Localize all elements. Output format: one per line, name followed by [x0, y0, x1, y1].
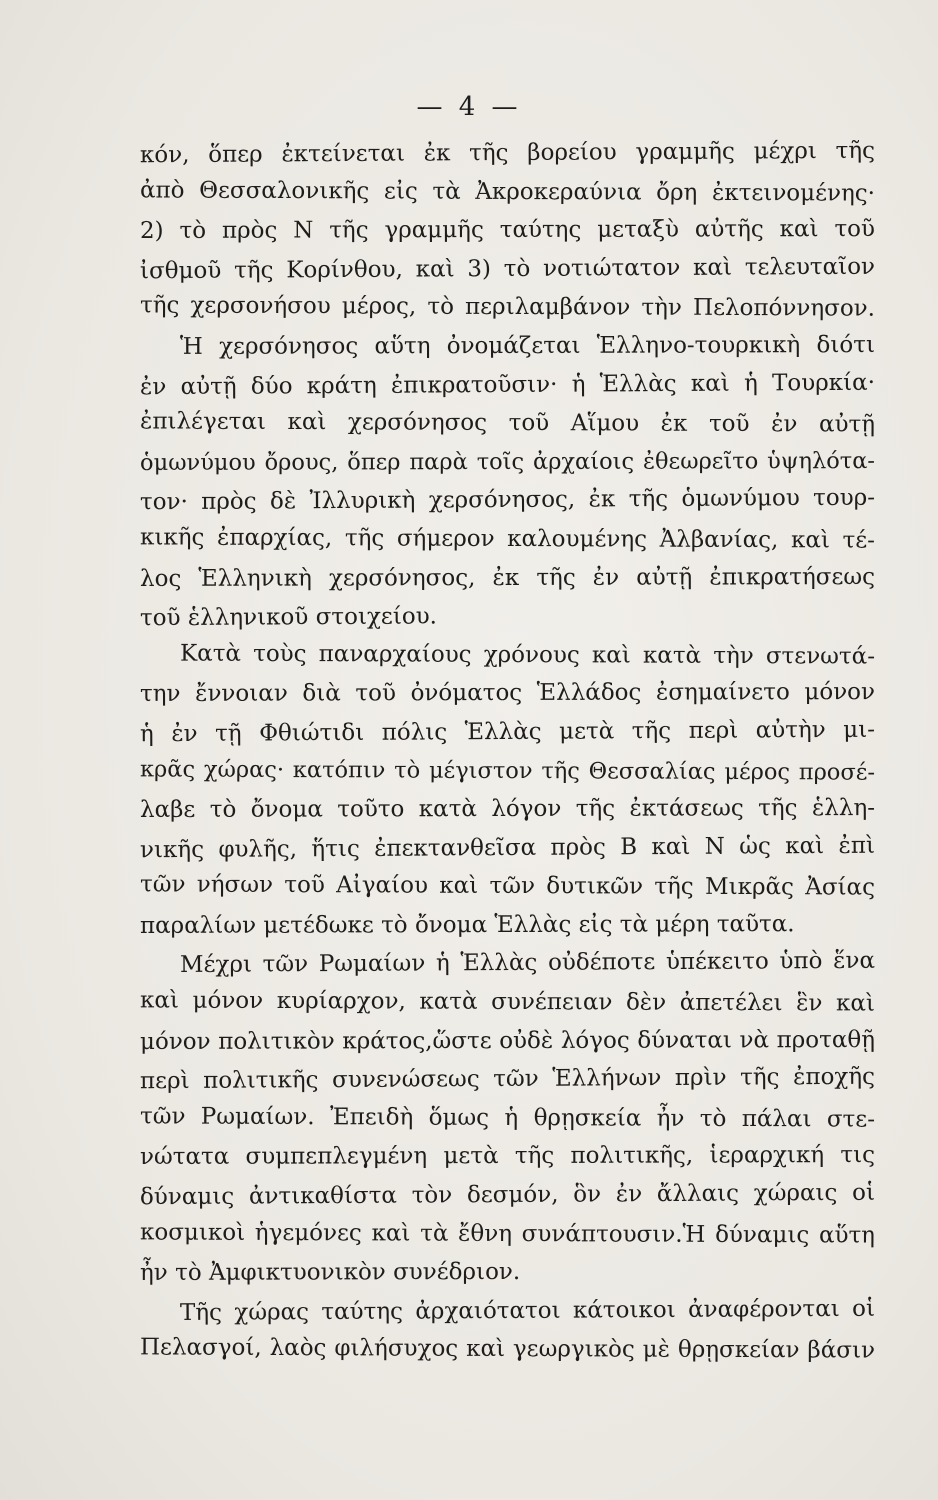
text-line: λαβε τὸ ὄνομα τοῦτο κατὰ λόγον τῆς ἐκτάσεως τῆς ἑλλη- [139, 795, 876, 824]
text-line: τῆς χερσονήσου μέρος, τὸ περιλαμβάνον τὴν Πελοπόννησον. [139, 292, 876, 322]
text-line: καὶ μόνον κυρίαρχον, κατὰ συνέπειαν δὲν ἀπετέλει ἓν καὶ [139, 987, 876, 1017]
text-line: την ἔννοιαν διὰ τοῦ ὀνόματος Ἑλλάδος ἐσημαίνετο μόνον [139, 679, 876, 708]
text-line: περὶ πολιτικῆς συνενώσεως τῶν Ἑλλήνων πρὶν τῆς ἐποχῆς [139, 1064, 876, 1095]
text-line: δύναμις ἀντικαθίστα τὸν δεσμόν, ὃν ἐν ἄλλαις χώραις οἱ [139, 1179, 876, 1211]
text-line: κόν, ὅπερ ἐκτείνεται ἐκ τῆς βορείου γραμμῆς μέχρι τῆς [139, 137, 876, 169]
text-line: τον· πρὸς δὲ Ἰλλυρικὴ χερσόνησος, ἐκ τῆς ὁμωνύμου τουρ- [139, 485, 876, 516]
text-line: κρᾶς χώρας· κατόπιν τὸ μέγιστον τῆς Θεσσαλίας μέρος προσέ- [139, 755, 876, 786]
text-line: Ἡ χερσόνησος αὕτη ὀνομάζεται Ἑλληνο-τουρκικὴ διότι [179, 332, 876, 360]
text-line: τῶν νήσων τοῦ Αἰγαίου καὶ τῶν δυτικῶν τῆς Μικρᾶς Ἀσίας [139, 871, 876, 901]
text-line: τοῦ ἑλληνικοῦ στοιχείου. [139, 603, 438, 632]
text-line: Μέχρι τῶν Ρωμαίων ἡ Ἑλλὰς οὐδέποτε ὑπέκειτο ὑπὸ ἕνα [179, 948, 876, 979]
text-line: Τῆς χώρας ταύτης ἀρχαιότατοι κάτοικοι ἀναφέρονται οἱ [179, 1295, 876, 1326]
page-number: — 4 — [416, 92, 522, 122]
text-line: τῶν Ρωμαίων. Ἐπειδὴ ὅμως ἡ θρῃσκεία ἦν τὸ πάλαι στε- [139, 1103, 876, 1133]
text-line: ἰσθμοῦ τῆς Κορίνθου, καὶ 3) τὸ νοτιώτατον καὶ τελευταῖον [139, 253, 876, 285]
text-line: νικῆς φυλῆς, ἥτις ἐπεκτανθεῖσα πρὸς Β καὶ Ν ὡς καὶ ἐπὶ [139, 832, 876, 863]
text-line: ἐν αὐτῇ δύο κράτη ἐπικρατοῦσιν· ἡ Ἑλλὰς καὶ ἡ Τουρκία· [139, 369, 876, 400]
text-line: ἀπὸ Θεσσαλονικῆς εἰς τὰ Ἀκροκεραύνια ὄρη ἐκτεινομένης· [139, 176, 876, 207]
text-line: κικῆς ἐπαρχίας, τῆς σήμερον καλουμένης Ἀλβανίας, καὶ τέ- [139, 524, 876, 554]
text-line: ἡ ἐν τῇ Φθιώτιδι πόλις Ἑλλὰς μετὰ τῆς περὶ αὐτὴν μι- [139, 716, 876, 748]
text-line: Κατὰ τοὺς παναρχαίους χρόνους καὶ κατὰ τὴν στενωτά- [179, 640, 876, 670]
text-line: ἐπιλέγεται καὶ χερσόνησος τοῦ Αἵμου ἐκ τοῦ ἐν αὐτῇ [139, 408, 876, 438]
body-text [140, 134, 875, 1369]
text-line: ὁμωνύμου ὄρους, ὅπερ παρὰ τοῖς ἀρχαίοις ἐθεωρεῖτο ὑψηλότα- [139, 447, 876, 476]
text-line: νώτατα συμπεπλεγμένη μετὰ τῆς πολιτικῆς, ἱεραρχική τις [139, 1142, 876, 1171]
text-line: Πελασγοί, λαὸς φιλήσυχος καὶ γεωργικὸς μὲ θρῃσκείαν βάσιν [139, 1334, 876, 1365]
text-line: κοσμικοὶ ἡγεμόνες καὶ τὰ ἔθνη συνάπτουσιν.Ἡ δύναμις αὕτη [139, 1219, 876, 1249]
text-line: λος Ἑλληνικὴ χερσόνησος, ἐκ τῆς ἐν αὐτῇ ἐπικρατήσεως [139, 563, 876, 592]
text-line: 2) τὸ πρὸς Ν τῆς γραμμῆς ταύτης μεταξὺ αὐτῆς καὶ τοῦ [139, 216, 876, 245]
text-line: μόνον πολιτικὸν κράτος,ὥστε οὐδὲ λόγος δύναται νὰ προταθῇ [139, 1026, 876, 1055]
text-line: ἦν τὸ Ἀμφικτυονικὸν συνέδριον. [139, 1259, 521, 1287]
text-line: παραλίων μετέδωκε τὸ ὄνομα Ἑλλὰς εἰς τὰ μέρη ταῦτα. [139, 911, 795, 939]
